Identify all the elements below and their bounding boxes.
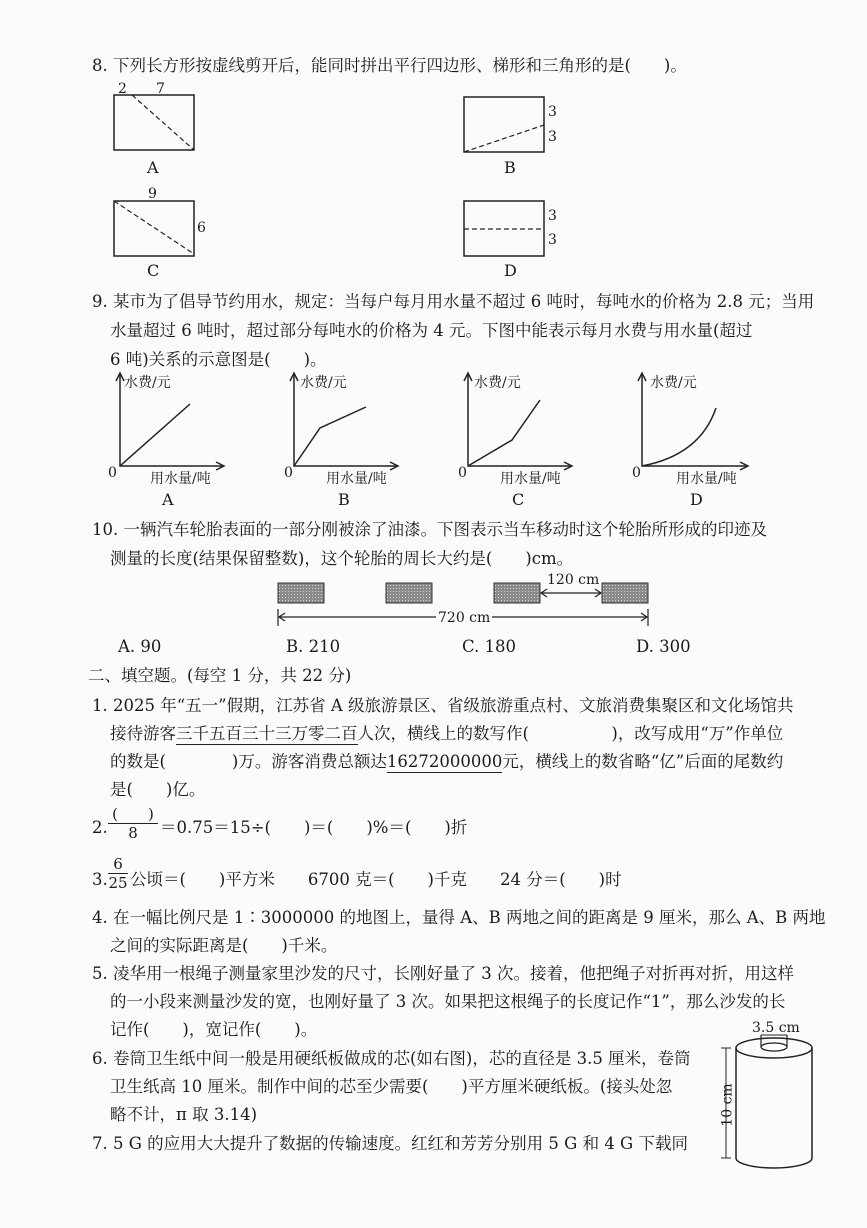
f1-line1: 1. 2025 年“五一”假期，江苏省 A 级旅游景区、省级旅游重点村、文旅消费集聚区和文化场馆共 [92, 696, 794, 715]
q8-c-top: 9 [148, 186, 157, 202]
f6-roll-outline [736, 1038, 812, 1168]
q9-b-label: B [338, 490, 350, 509]
q10-option-c: C. 180 [462, 637, 517, 656]
f5-line3: 记作( )，宽记作( )。 [110, 1020, 318, 1039]
q9-b-xaxis: 用水量/吨 [326, 471, 387, 487]
q9-b-origin: 0 [284, 465, 293, 481]
f2-denominator: 8 [128, 824, 138, 842]
f1-line2-a: 接待游客 [110, 724, 176, 743]
f3-denominator: 25 [108, 874, 128, 892]
q10-gap-label: 120 cm [547, 572, 600, 588]
q9-d-yaxis: 水费/元 [650, 375, 697, 391]
q9-d-origin: 0 [632, 465, 641, 481]
f5-line1: 5. 凌华用一根绳子测量家里沙发的尺寸，长刚好量了 3 次。接着，他把绳子对折再对折，用这样 [92, 964, 794, 983]
q9-c-origin: 0 [458, 465, 467, 481]
q9-c-yaxis: 水费/元 [474, 375, 521, 391]
f6-diameter-label: 3.5 cm [752, 1020, 800, 1036]
f4-line2: 之间的实际距离是( )千米。 [110, 936, 338, 955]
q8-c-right: 6 [197, 220, 206, 236]
q9-a-label: A [162, 490, 174, 509]
q9-line1: 9. 某市为了倡导节约用水，规定：当每户每月用水量不超过 6 吨时，每吨水的价格为 2.8 元；当用 [92, 292, 815, 311]
f6-line3: 略不计，π 取 3.14) [110, 1105, 258, 1124]
q9-a-yaxis: 水费/元 [124, 375, 171, 391]
q10-total-label: 720 cm [438, 610, 491, 626]
f1-underlined-number: 三千五百三十三万零二百 [176, 724, 358, 743]
q8-c-label: C [147, 261, 160, 280]
q9-c-xaxis: 用水量/吨 [500, 471, 561, 487]
f2-prefix: 2. [92, 818, 108, 837]
q10-line2: 测量的长度(结果保留整数)，这个轮胎的周长大约是( )cm。 [110, 549, 574, 568]
q10-option-d: D. 300 [636, 637, 691, 656]
q8-d-label: D [504, 261, 517, 280]
q10-option-a: A. 90 [118, 637, 162, 656]
f6-line1: 6. 卷筒卫生纸中间一般是用硬纸板做成的芯(如右图)，芯的直径是 3.5 厘米，卷筒 [92, 1049, 691, 1068]
q8-a-top1: 2 [118, 81, 127, 97]
q9-a-xaxis: 用水量/吨 [150, 471, 211, 487]
q8-d-r1: 3 [548, 208, 557, 224]
q8-a-top2: 7 [156, 81, 165, 97]
q10-line1: 10. 一辆汽车轮胎表面的一部分刚被涂了油漆。下图表示当车移动时这个轮胎所形成的印迹及 [92, 520, 767, 539]
f3-numerator: 6 [113, 855, 123, 873]
q10-option-b: B. 210 [286, 637, 341, 656]
f6-line2: 卫生纸高 10 厘米。制作中间的芯至少需要( )平方厘米硬纸板。(接头处忽 [110, 1077, 673, 1096]
q8-b-r1: 3 [548, 104, 557, 120]
f4-line1: 4. 在一幅比例尺是 1∶3000000 的地图上，量得 A、B 两地之间的距离是 9 厘米，那么 A、B 两地 [92, 908, 826, 927]
f1-line3-b: 元，横线上的数省略“亿”后面的尾数约 [502, 752, 784, 771]
q8-a-label: A [147, 158, 159, 177]
q9-a-origin: 0 [108, 465, 117, 481]
f2-numerator: ( ) [112, 805, 154, 823]
f3-rest: 公顷＝( )平方米 6700 克＝( )千克 24 分＝( )时 [130, 870, 622, 889]
f2-rest: ＝0.75＝15÷( )＝( )%＝( )折 [160, 818, 468, 837]
q9-line3: 6 吨)关系的示意图是( )。 [110, 350, 327, 369]
q9-d-label: D [690, 490, 703, 509]
f1-line2-b: 人次，横线上的数写作( )，改写成用“万”作单位 [357, 724, 784, 743]
f1-line3-a: 的数是( )万。游客消费总额达 [110, 752, 387, 771]
f5-line2: 的一小段来测量沙发的宽，也刚好量了 3 次。如果把这根绳子的长度记作“1”，那么沙发的长 [110, 992, 786, 1011]
f1-underlined-amount: 16272000000 [386, 752, 503, 771]
f1-line4: 是( )亿。 [110, 780, 206, 799]
f3-prefix: 3. [92, 870, 108, 889]
q8-b-r2: 3 [548, 129, 557, 145]
q9-b-yaxis: 水费/元 [300, 375, 347, 391]
q9-line2: 水量超过 6 吨时，超过部分每吨水的价格为 4 元。下图中能表示每月水费与用水量(超过 [110, 321, 753, 340]
q8-b-label: B [504, 158, 516, 177]
q8-d-r2: 3 [548, 232, 557, 248]
section2-title: 二、填空题。(每空 1 分，共 22 分) [88, 666, 352, 685]
f6-height-label: 10 cm [719, 1083, 736, 1127]
q8-text: 8. 下列长方形按虚线剪开后，能同时拼出平行四边形、梯形和三角形的是( )。 [92, 56, 687, 75]
q9-c-label: C [512, 490, 525, 509]
q9-d-xaxis: 用水量/吨 [676, 471, 737, 487]
f7-line1: 7. 5 G 的应用大大提升了数据的传输速度。红红和芳芳分别用 5 G 和 4 G 下载同 [92, 1134, 688, 1153]
